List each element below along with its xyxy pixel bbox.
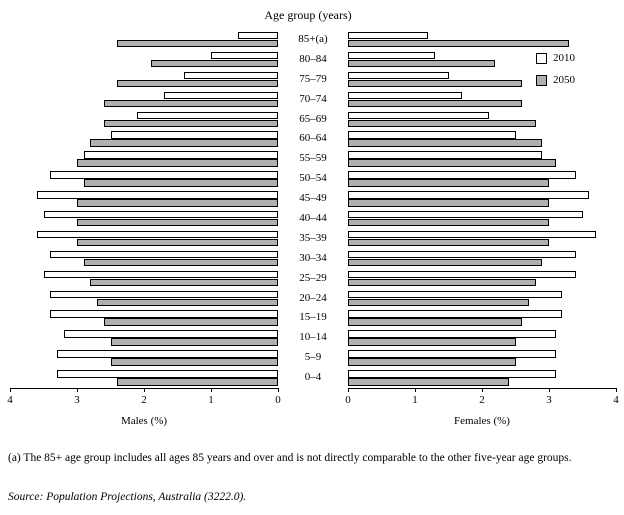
- bar-males-2010: [111, 131, 279, 138]
- bar-females-2050: [348, 279, 536, 286]
- bar-males-2010: [84, 151, 278, 158]
- males-row-band: [10, 129, 278, 149]
- axis-tick-label: 0: [275, 394, 281, 406]
- females-row-band: [348, 50, 616, 70]
- males-panel: [10, 30, 278, 388]
- axis-tick-label: 4: [7, 394, 13, 406]
- bar-females-2010: [348, 330, 556, 337]
- females-row-band: [348, 249, 616, 269]
- bar-males-2050: [77, 159, 278, 166]
- females-row-band: [348, 308, 616, 328]
- axis-tick: [616, 388, 617, 392]
- age-group-label: 35–39: [299, 231, 327, 244]
- males-axis-title: Males (%): [120, 415, 168, 427]
- age-group-label: 80–84: [299, 52, 327, 65]
- bar-females-2010: [348, 32, 428, 39]
- bar-males-2050: [104, 120, 278, 127]
- bar-females-2050: [348, 378, 509, 385]
- bar-females-2050: [348, 358, 516, 365]
- females-panel: [348, 30, 616, 388]
- age-group-label: 75–79: [299, 72, 327, 85]
- axis-tick-label: 2: [479, 394, 485, 406]
- males-row-band: [10, 70, 278, 90]
- bar-females-2010: [348, 370, 556, 377]
- bar-males-2050: [111, 358, 279, 365]
- bar-males-2050: [111, 338, 279, 345]
- males-row-band: [10, 229, 278, 249]
- females-row-band: [348, 348, 616, 368]
- axis-tick: [278, 388, 279, 392]
- bar-males-2050: [84, 259, 278, 266]
- males-row-band: [10, 189, 278, 209]
- males-row-band: [10, 289, 278, 309]
- legend-swatch-2010: [536, 53, 547, 64]
- age-group-label: 65–69: [299, 112, 327, 125]
- age-group-label: 40–44: [299, 212, 327, 224]
- axis-tick-label: 0: [345, 394, 351, 406]
- axis-tick: [415, 388, 416, 392]
- age-group-label: 85+(a): [298, 33, 328, 45]
- bar-females-2050: [348, 159, 556, 166]
- bar-males-2010: [57, 370, 278, 377]
- males-row-band: [10, 30, 278, 50]
- bar-males-2050: [151, 60, 278, 67]
- bar-females-2010: [348, 350, 556, 357]
- age-group-label: 45–49: [299, 192, 327, 205]
- axis-tick-label: 4: [613, 394, 619, 406]
- age-group-label: 15–19: [299, 311, 327, 324]
- females-row-band: [348, 90, 616, 110]
- bar-males-2050: [77, 239, 278, 246]
- bar-females-2050: [348, 199, 549, 206]
- males-row-band: [10, 308, 278, 328]
- bar-females-2010: [348, 112, 489, 119]
- bar-males-2050: [104, 100, 278, 107]
- bar-males-2010: [211, 52, 278, 59]
- males-row-band: [10, 110, 278, 130]
- bar-females-2010: [348, 151, 542, 158]
- males-row-band: [10, 269, 278, 289]
- bar-females-2050: [348, 299, 529, 306]
- females-row-band: [348, 30, 616, 50]
- age-group-label: 10–14: [299, 331, 327, 344]
- bar-females-2010: [348, 310, 562, 317]
- bar-males-2010: [50, 310, 278, 317]
- bar-females-2010: [348, 191, 589, 198]
- age-group-label: 70–74: [299, 92, 327, 105]
- bar-females-2010: [348, 92, 462, 99]
- bar-males-2050: [90, 139, 278, 146]
- females-row-band: [348, 368, 616, 388]
- bar-females-2010: [348, 72, 449, 79]
- bar-females-2050: [348, 80, 522, 87]
- axis-tick-label: 1: [412, 394, 418, 406]
- bar-females-2010: [348, 131, 516, 138]
- axis-tick: [77, 388, 78, 392]
- bar-females-2050: [348, 239, 549, 246]
- legend-item-2050: [536, 74, 575, 86]
- bar-males-2050: [104, 318, 278, 325]
- bar-males-2010: [50, 291, 278, 298]
- axis-tick-label: 1: [208, 394, 214, 406]
- age-group-label: 5–9: [304, 351, 322, 364]
- age-group-labels: [278, 30, 348, 388]
- bar-females-2050: [348, 219, 549, 226]
- bar-males-2010: [64, 330, 278, 337]
- bar-females-2010: [348, 271, 576, 278]
- age-group-label: 25–29: [299, 271, 327, 284]
- bar-males-2010: [37, 231, 278, 238]
- females-row-band: [348, 269, 616, 289]
- bar-females-2010: [348, 291, 562, 298]
- axis-tick: [144, 388, 145, 392]
- females-row-band: [348, 169, 616, 189]
- males-row-band: [10, 348, 278, 368]
- females-row-band: [348, 129, 616, 149]
- bar-males-2050: [77, 219, 278, 226]
- bar-males-2050: [97, 299, 278, 306]
- females-axis-title: Females (%): [454, 415, 510, 427]
- bar-males-2050: [117, 378, 278, 385]
- age-group-label: 0–4: [304, 371, 322, 384]
- females-row-band: [348, 189, 616, 209]
- source-note: Source: Population Projections, Australia (3222.0).: [8, 491, 247, 503]
- footnote-a: (a) The 85+ age group includes all ages 85 years and over and is not directly comparable to the other five-year age groups.: [8, 452, 572, 464]
- legend-swatch-2050: [536, 75, 547, 86]
- bar-females-2050: [348, 100, 522, 107]
- bar-females-2010: [348, 52, 435, 59]
- bar-males-2010: [50, 251, 278, 258]
- bar-females-2050: [348, 338, 516, 345]
- bar-females-2050: [348, 60, 495, 67]
- age-group-label: 50–54: [299, 172, 327, 185]
- bar-females-2010: [348, 251, 576, 258]
- males-row-band: [10, 328, 278, 348]
- males-row-band: [10, 50, 278, 70]
- bar-females-2050: [348, 40, 569, 47]
- bar-males-2010: [50, 171, 278, 178]
- females-row-band: [348, 149, 616, 169]
- females-row-band: [348, 209, 616, 229]
- bar-females-2010: [348, 231, 596, 238]
- females-row-band: [348, 289, 616, 309]
- age-group-label: 20–24: [299, 291, 327, 304]
- males-row-band: [10, 209, 278, 229]
- bar-males-2010: [37, 191, 278, 198]
- bar-males-2050: [77, 199, 278, 206]
- females-row-band: [348, 229, 616, 249]
- bar-females-2050: [348, 179, 549, 186]
- bar-males-2050: [90, 279, 278, 286]
- axis-tick-label: 3: [546, 394, 552, 406]
- bar-females-2010: [348, 171, 576, 178]
- legend-item-2010: [536, 52, 575, 64]
- bar-males-2010: [238, 32, 278, 39]
- bar-males-2010: [44, 211, 279, 218]
- legend-label-2050: 2050: [553, 74, 575, 86]
- bar-females-2050: [348, 259, 542, 266]
- legend-label-2010: 2010: [553, 52, 575, 64]
- age-group-label: 60–64: [299, 132, 327, 145]
- bar-females-2050: [348, 318, 522, 325]
- females-row-band: [348, 70, 616, 90]
- males-row-band: [10, 169, 278, 189]
- males-row-band: [10, 149, 278, 169]
- axis-tick: [10, 388, 11, 392]
- bar-males-2050: [117, 40, 278, 47]
- bar-males-2010: [44, 271, 279, 278]
- bar-females-2010: [348, 211, 583, 218]
- bar-females-2050: [348, 120, 536, 127]
- age-group-label: 55–59: [299, 152, 327, 165]
- bar-males-2010: [137, 112, 278, 119]
- bar-females-2050: [348, 139, 542, 146]
- axis-tick: [549, 388, 550, 392]
- females-row-band: [348, 110, 616, 130]
- bar-males-2050: [117, 80, 278, 87]
- bar-males-2050: [84, 179, 278, 186]
- bar-males-2010: [184, 72, 278, 79]
- axis-tick: [348, 388, 349, 392]
- axis-tick-label: 2: [141, 394, 147, 406]
- males-row-band: [10, 249, 278, 269]
- females-row-band: [348, 328, 616, 348]
- age-group-title: Age group (years): [264, 8, 352, 22]
- axis-tick: [211, 388, 212, 392]
- axis-tick: [482, 388, 483, 392]
- legend: [536, 52, 575, 96]
- bar-males-2010: [164, 92, 278, 99]
- age-group-label: 30–34: [299, 251, 327, 264]
- bar-males-2010: [57, 350, 278, 357]
- axis-tick-label: 3: [74, 394, 80, 406]
- males-row-band: [10, 368, 278, 388]
- males-row-band: [10, 90, 278, 110]
